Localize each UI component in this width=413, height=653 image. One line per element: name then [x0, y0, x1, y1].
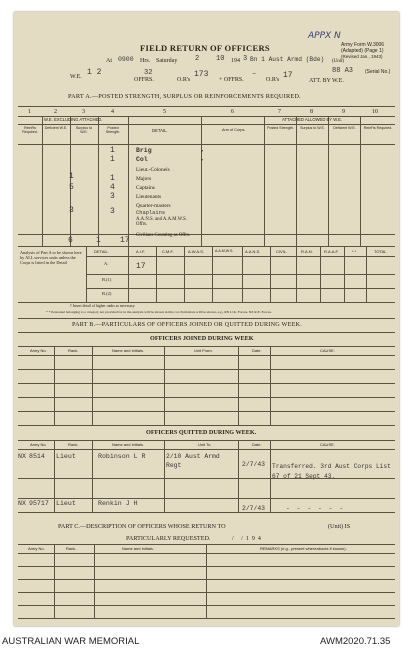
hrs-label: Hrs. [140, 58, 151, 64]
analysis-header: CIVIL. [276, 249, 288, 254]
we-label: W.E. [70, 74, 82, 80]
quitted-header: CAUSE. [320, 442, 335, 447]
grid-line [296, 246, 297, 302]
quitted-rank: Lieut [56, 500, 76, 507]
day-value: 2 [195, 55, 200, 63]
grid-line [328, 116, 329, 246]
grid-line [128, 116, 129, 246]
grid-line [18, 144, 395, 145]
part-c-header: Rank. [66, 546, 77, 551]
posted-value: 1 [110, 146, 115, 155]
grid-line [156, 246, 157, 302]
joined-header: Army No. [30, 348, 47, 353]
grid-line [18, 124, 395, 125]
footnote: † Insert detail of higher ranks as necessary. [70, 304, 136, 308]
offrs-value: 32 [144, 69, 153, 77]
grid-line [86, 288, 395, 289]
grid-line [212, 246, 213, 302]
grid-line [128, 246, 129, 302]
grid-line [54, 440, 55, 512]
unit-label: (Unit) [332, 59, 345, 64]
quitted-header: Date. [252, 442, 262, 447]
grid-line [86, 274, 395, 275]
quitted-header: Unit To. [198, 442, 212, 447]
joined-header: Unit From. [194, 348, 213, 353]
col-number: 1 [28, 109, 31, 115]
analysis-header: R.A.N. [301, 249, 313, 254]
part-c-date: / /194 [232, 536, 264, 542]
joined-header: Date. [252, 348, 262, 353]
analysis-row-label: B.(1) [102, 277, 112, 282]
reinf-value: 1 [69, 172, 74, 181]
posted-value: 1 [110, 155, 115, 164]
grid-line [92, 346, 93, 425]
weekday-label: Saturday [156, 58, 178, 64]
quitted-unit: 2/10 Aust Armd Regt [166, 453, 220, 469]
analysis-header: A.W.A.S. [188, 249, 205, 254]
offrs-label: OFFRS. [134, 77, 154, 83]
col-number: 7 [278, 109, 281, 115]
rank-label: Lieut.-Colonels [136, 167, 170, 173]
grid-line [18, 498, 395, 499]
grid-line [201, 116, 202, 246]
col-header: Posted Strength. [105, 126, 121, 134]
dagger-mark: • [201, 149, 204, 155]
grid-line [18, 411, 395, 412]
joined-header: CAUSE. [320, 348, 335, 353]
quitted-army-number: 8514 [29, 453, 45, 460]
col-header: Arm of Corps. [222, 128, 246, 132]
field-return-document [14, 12, 399, 626]
analysis-header: A.A.N.S. [245, 249, 261, 254]
analysis-note: Analysis of Part A to be shown here by ALL services units unless the Corps is listed in the Detail [20, 250, 82, 265]
col-number: 5 [163, 109, 166, 115]
part-a-title: PART A.—POSTED STRENGTH, SURPLUS OR REINFORCEMENTS REQUIRED. [68, 93, 301, 100]
col-header: DETAIL. [152, 128, 168, 133]
joined-header: Rank. [68, 348, 79, 353]
quitted-army-prefix: NX [18, 453, 26, 460]
time-value: 0900 [118, 56, 134, 63]
form-header-3: (Revised Jan., 1943) [341, 54, 383, 59]
analysis-header: A.A.M.W.S. [215, 249, 234, 253]
rank-label: A.A.N.S. and A.A.M.W.S. Offrs. [136, 217, 187, 227]
year-suffix: 3 [243, 55, 248, 63]
rank-label: Civilians Counting as Offrs. [136, 233, 191, 238]
group-attached: ATTACHED ALLOWED BY W.E. [282, 117, 343, 122]
footnote: * * Personnel belonging to a category not provided for in the analysis will be shown in this col. Particulars will be shown, e.g., RN U.K. Forces, NZ R.E. Forces. [46, 310, 272, 314]
analysis-row-label: B.(2) [102, 291, 112, 296]
grid-line [18, 246, 395, 247]
grid-line [344, 246, 345, 302]
total-reinf: 6 [68, 236, 73, 245]
grid-line [296, 116, 297, 246]
unit-value: Bn 1 Aust Armd (Bde) [250, 56, 325, 63]
grid-line [242, 246, 243, 302]
grid-line [164, 440, 165, 512]
year-prefix: 194 [231, 58, 240, 64]
quitted-name: Renkin J H [98, 500, 138, 507]
rank-label: Majors [136, 176, 152, 182]
grid-line [54, 544, 55, 618]
posted-value: 3 [110, 207, 115, 216]
ors2-label: O.R's [266, 77, 280, 83]
grid-line [264, 116, 265, 246]
month-value: 10 [216, 55, 225, 63]
part-c-header: Army No. [28, 546, 45, 551]
grid-line [18, 425, 395, 426]
quitted-header: Rank. [68, 442, 79, 447]
form-title: FIELD RETURN OF OFFICERS [140, 43, 270, 53]
joined-title: OFFICERS JOINED DURING WEEK [150, 335, 254, 342]
grid-line [54, 346, 55, 425]
grid-line [270, 346, 271, 425]
archive-footer [0, 630, 413, 653]
ors-label: O.R's [177, 77, 191, 83]
grid-line [238, 440, 239, 512]
grid-line [18, 234, 395, 235]
rank-label: Col [136, 156, 148, 163]
analysis-row-label: A. [104, 261, 109, 266]
grid-line [270, 440, 271, 512]
grid-line [18, 106, 395, 107]
quitted-date: 2/7/43 [242, 505, 266, 512]
footer-source: AUSTRALIAN WAR MEMORIAL [2, 636, 140, 647]
analysis-total: TOTAL [374, 249, 387, 254]
appendix-annotation: APPX N [308, 31, 341, 41]
form-header-2: (Adapted) (Page 1) [341, 48, 384, 54]
grid-line [320, 246, 321, 302]
grid-line [42, 116, 43, 246]
grid-line [184, 246, 185, 302]
part-b-title: PART B.—PARTICULARS OF OFFICERS JOINED OR QUITTED DURING WEEK. [72, 321, 302, 328]
grid-line [18, 355, 395, 356]
rank-label: Captains [136, 185, 155, 191]
offrs2-value: – [252, 70, 257, 78]
reinf-value: 5 [69, 183, 74, 192]
grid-line [18, 318, 395, 319]
col-number: 8 [310, 109, 313, 115]
quitted-cause: - - - - - - [286, 505, 345, 512]
analysis-header: C.M.F. [162, 249, 174, 254]
grid-line [94, 544, 95, 618]
footer-catalogue-id: AWM2020.71.35 [320, 636, 391, 647]
grid-line [206, 544, 207, 618]
col-number: 6 [231, 109, 234, 115]
grid-line [18, 346, 395, 347]
reinf-value: 3 [69, 206, 74, 215]
rank-label: Brig [136, 147, 152, 154]
quitted-rank: Lieut [56, 453, 76, 460]
quitted-header: Name and Initials. [112, 442, 145, 447]
att-label: ATT. BY W.E. [309, 78, 344, 84]
grid-line [98, 116, 99, 246]
col-header: Deficient W.E. [44, 126, 68, 130]
grid-line [366, 246, 367, 302]
col-header: Posted Strength. [267, 126, 294, 130]
serial-label: (Serial No.) [365, 69, 391, 75]
grid-line [18, 397, 395, 398]
part-c-title: PART C.—DESCRIPTION OF OFFICERS WHOSE RETURN TO [58, 523, 226, 530]
grid-line [18, 383, 395, 384]
total-posted: 17 [120, 236, 130, 245]
grid-line [18, 618, 395, 619]
group-excl-attached: W.E. EXCLUDING ATTACHED. [44, 117, 103, 122]
ors-value: 173 [194, 70, 209, 79]
grid-line [18, 440, 395, 441]
joined-header: Name and Initials. [112, 348, 145, 353]
col-header: Surplus to W.E. [300, 126, 325, 130]
part-c-header: REMARKS (e.g., present whereabouts if known). [260, 546, 347, 551]
quitted-army-prefix: NX [18, 500, 26, 507]
quitted-date: 2/7/43 [242, 461, 266, 468]
col-number: 10 [372, 109, 378, 115]
col-number: 2 [54, 109, 57, 115]
quitted-header: Army No. [30, 442, 47, 447]
ors2-value: 17 [283, 71, 293, 80]
quitted-title: OFFICERS QUITTED DURING WEEK. [146, 429, 257, 436]
grid-line [86, 246, 87, 302]
grid-line [18, 332, 395, 333]
col-number: 3 [82, 109, 85, 115]
quitted-army-number: 95717 [29, 500, 49, 507]
col-number: 4 [111, 109, 114, 115]
rank-label: Quarter-masters [136, 203, 171, 209]
part-c-unit-is: (Unit) IS [328, 523, 351, 530]
grid-line [70, 116, 71, 246]
analysis-header: DETAIL. [94, 249, 109, 254]
quitted-cause: Transferred. 3rd Aust Corps List 67 of 21 Sept 43. [272, 463, 391, 480]
posted-value: 1 [110, 174, 115, 183]
we-value: 1 2 [87, 68, 102, 77]
serial-value: 88 A3 [332, 67, 354, 75]
col-header: Reinf'ts Required. [363, 126, 393, 130]
at-label: At [106, 58, 112, 64]
grid-line [92, 440, 93, 512]
grid-line [18, 302, 395, 303]
rank-label: Lieutenants [136, 194, 162, 200]
aif-value: 17 [136, 262, 146, 271]
col-header: Surplus to W.E. [75, 126, 93, 134]
form-header-1: Army Form W.3006 [341, 42, 385, 48]
grid-line [164, 346, 165, 425]
posted-value: 4 [110, 183, 115, 192]
grid-line [270, 246, 271, 302]
grid-line [86, 256, 395, 257]
posted-value: 3 [110, 192, 115, 201]
analysis-header: R.A.A.F. [324, 249, 339, 254]
dagger-mark: • [201, 158, 204, 164]
part-c-header: Name and Initials. [122, 546, 155, 551]
rank-label: Chaplains [136, 210, 166, 216]
col-header: Deficient W.E. [333, 126, 356, 130]
grid-line [360, 116, 361, 246]
col-header: Reinf'ts Required. [22, 126, 38, 134]
plus-offrs-label: + OFFRS. [219, 77, 244, 83]
quitted-name: Robinson L R [98, 453, 146, 460]
grid-line [238, 346, 239, 425]
analysis-header: * * [352, 249, 357, 254]
col-number: 9 [342, 109, 345, 115]
grid-line [18, 369, 395, 370]
analysis-header: A.I.F. [136, 249, 146, 254]
part-c-particularly: PARTICULARLY REQUESTED. [126, 535, 211, 542]
grid-line [18, 449, 395, 450]
total-deficient: 1 [96, 236, 101, 245]
